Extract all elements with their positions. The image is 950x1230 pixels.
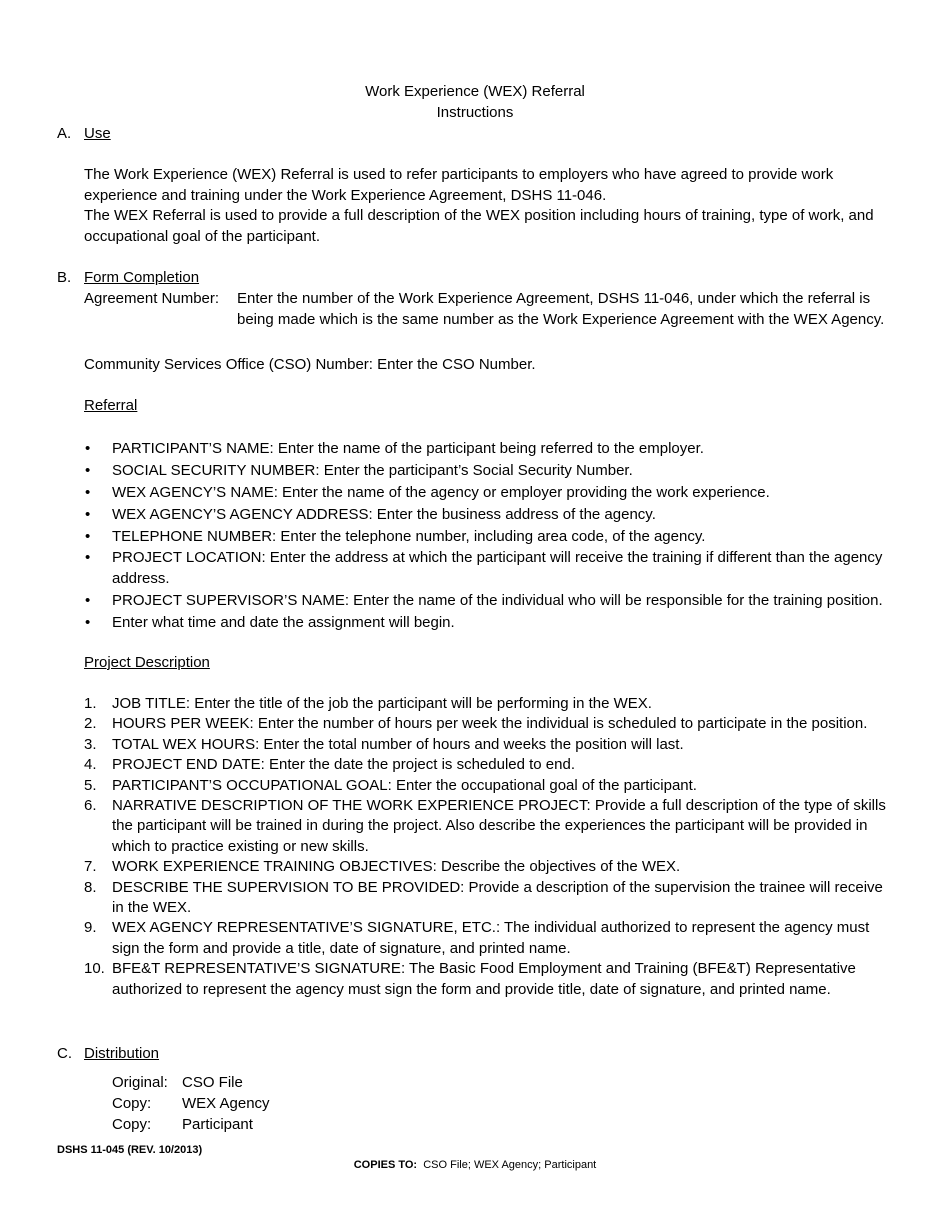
- bullet-icon: •: [85, 549, 91, 567]
- copies-to-value: CSO File; WEX Agency; Participant: [423, 1159, 597, 1171]
- list-item: 1. JOB TITLE: Enter the title of the job the participant will be performing in the WEX.: [84, 695, 652, 712]
- project-description-heading: Project Description: [84, 654, 210, 671]
- cso-number-text: Community Services Office (CSO) Number: Enter the CSO Number.: [84, 356, 536, 373]
- list-item: 7. WORK EXPERIENCE TRAINING OBJECTIVES: Describe the objectives of the WEX.: [84, 858, 681, 876]
- bullet-icon: •: [85, 483, 91, 501]
- distribution-row-original: Original: CSO File: [112, 1074, 243, 1091]
- list-item: • TELEPHONE NUMBER: Enter the telephone number, including area code, of the agency.: [85, 527, 706, 545]
- page-title: Work Experience (WEX) Referral: [365, 83, 585, 100]
- list-item: 6. NARRATIVE DESCRIPTION OF THE WORK EXPERIENCE PROJECT: Provide a full description of the type of skills the participant will be trained in during the project. Also describe the experiences the participant will be provided in which to practice existing or new skills.: [84, 797, 886, 855]
- list-item: 2. HOURS PER WEEK: Enter the number of hours per week the individual is scheduled to participate in the position.: [84, 715, 868, 733]
- list-item: 9. WEX AGENCY REPRESENTATIVE’S SIGNATURE, ETC.: The individual authorized to represent the agency must sign the form and provide a title, date of signature, and printed name.: [84, 919, 870, 957]
- form-number: DSHS 11-045 (REV. 10/2013): [57, 1144, 203, 1156]
- section-c-title: Distribution: [84, 1045, 160, 1062]
- list-item: • PROJECT LOCATION: Enter the address at which the participant will receive the training if different than the agency address.: [85, 549, 883, 588]
- bullet-icon: •: [85, 505, 91, 523]
- list-item: • WEX AGENCY’S NAME: Enter the name of the agency or employer providing the work experience.: [85, 483, 770, 501]
- list-item: 3. TOTAL WEX HOURS: Enter the total number of hours and weeks the position will last.: [84, 735, 684, 753]
- list-item: • SOCIAL SECURITY NUMBER: Enter the participant’s Social Security Number.: [85, 461, 633, 479]
- section-c-letter: C.: [57, 1045, 72, 1062]
- list-item: • PARTICIPANT’S NAME: Enter the name of the participant being referred to the employer.: [85, 440, 704, 457]
- agreement-number-text: Enter the number of the Work Experience Agreement, DSHS 11-046, under which the referral is being made which is the same number as the Work Experience Agreement with the WEX Agency.: [237, 290, 885, 328]
- list-item: • WEX AGENCY’S AGENCY ADDRESS: Enter the business address of the agency.: [85, 505, 656, 523]
- page-subtitle: Instructions: [436, 104, 514, 121]
- referral-heading: Referral: [84, 397, 138, 414]
- bullet-icon: •: [85, 440, 91, 457]
- bullet-icon: •: [85, 614, 91, 632]
- section-b-title: Form Completion: [84, 269, 200, 286]
- referral-list: [84, 438, 884, 634]
- list-item: • Enter what time and date the assignment will begin.: [85, 614, 455, 632]
- section-a-letter: A.: [57, 125, 72, 142]
- distribution-row-copy-participant: Copy: Participant: [112, 1116, 253, 1133]
- bullet-icon: •: [85, 461, 91, 479]
- distribution-row-copy-agency: Copy: WEX Agency: [112, 1095, 270, 1112]
- list-item: 8. DESCRIBE THE SUPERVISION TO BE PROVIDED: Provide a description of the supervision the trainee will receive in the WEX.: [84, 878, 883, 917]
- project-description-list: [84, 694, 894, 1000]
- use-paragraph-1: The Work Experience (WEX) Referral is used to refer participants to employers who have agreed to provide work experience and training under the Work Experience Agreement, DSHS 11-046.: [84, 166, 834, 204]
- list-item: • PROJECT SUPERVISOR’S NAME: Enter the name of the individual who will be responsible for the training position.: [85, 592, 883, 610]
- list-item: 10. BFE&T REPRESENTATIVE’S SIGNATURE: The Basic Food Employment and Training (BFE&T) Representative authorized to represent the agency must sign the form and provide title, date of signature, and printed name.: [84, 960, 856, 998]
- bullet-icon: •: [85, 592, 91, 610]
- section-a-title: Use: [84, 125, 111, 142]
- agreement-number-label: Agreement Number:: [84, 290, 220, 307]
- list-item: 5. PARTICIPANT’S OCCUPATIONAL GOAL: Enter the occupational goal of the participant.: [84, 776, 697, 794]
- copies-to-label: COPIES TO:: [353, 1159, 418, 1171]
- copies-to: [0, 1159, 950, 1171]
- use-paragraph-2: The WEX Referral is used to provide a full description of the WEX position including hours of training, type of work, and occupational goal of the participant.: [84, 207, 874, 245]
- section-b-letter: B.: [57, 269, 72, 286]
- bullet-icon: •: [85, 527, 91, 545]
- list-item: 4. PROJECT END DATE: Enter the date the project is scheduled to end.: [84, 756, 576, 774]
